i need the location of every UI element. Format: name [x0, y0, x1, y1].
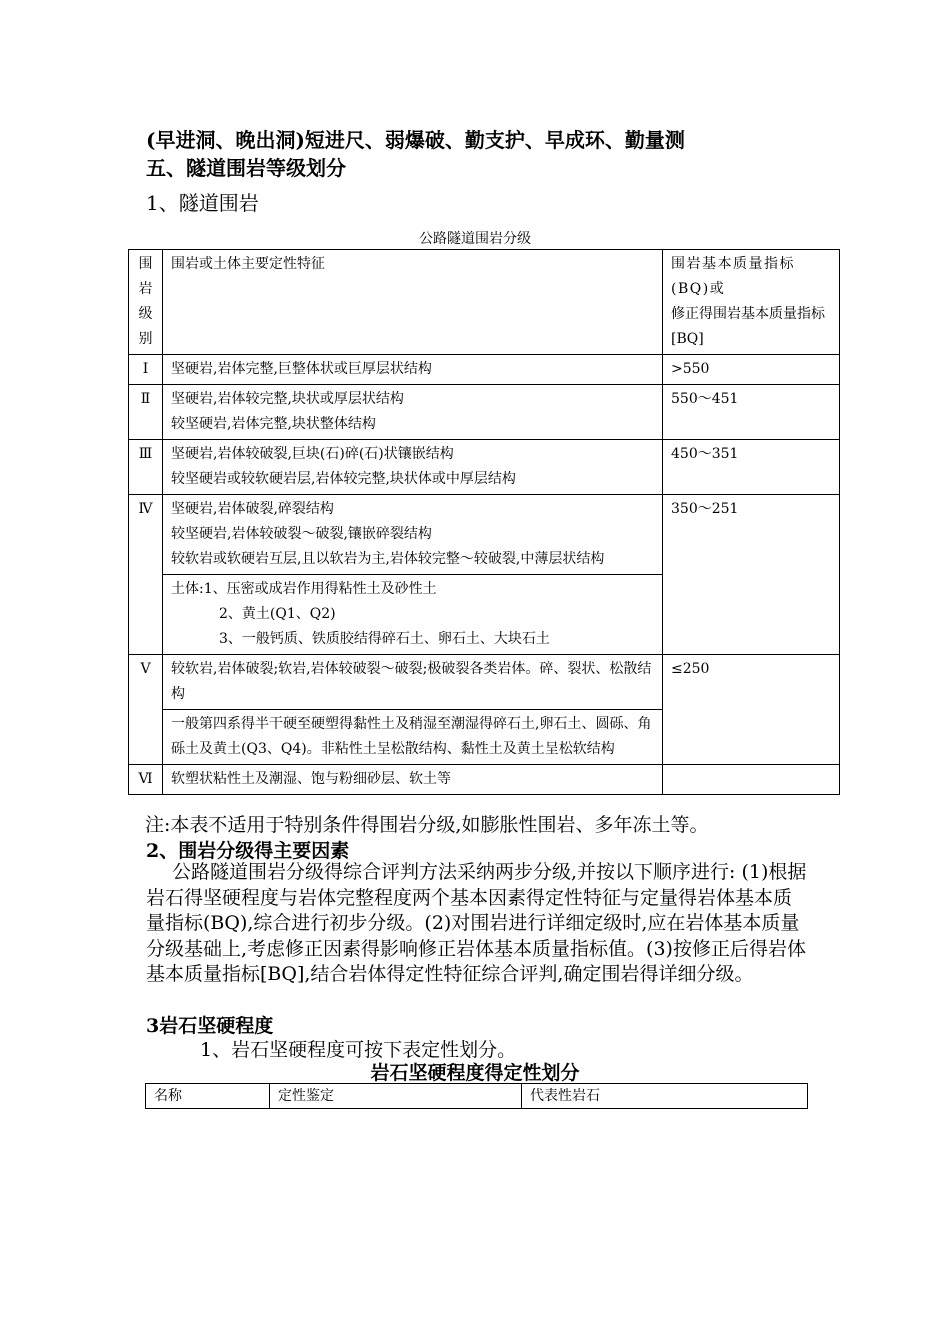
table-header-row — [146, 1084, 808, 1109]
table-row — [129, 495, 840, 575]
bq-cell — [663, 765, 840, 795]
header-name: 名称 — [146, 1084, 270, 1109]
section-2-paragraph: 公路隧道围岩分级得综合评判方法采纳两步分级,并按以下顺序进行: (1)根据岩石得坚硬程度与岩体完整程度两个基本因素得定性特征与定量得岩体基本质量指标(BQ),综合进行初步分级。(2)对围岩进行详细定级时,应在岩体基本质量分级基础上,考虑修正因素得影响修正岩体基本质量指标值。(3)按修正后得岩体基本质量指标[BQ],结合岩体得定性特征综合评判,确定围岩得详细分级。 — [146, 861, 807, 985]
rock-hardness-table — [145, 1083, 808, 1109]
table-row — [129, 765, 840, 795]
header-qualitative: 定性鉴定 — [270, 1084, 522, 1109]
bq-cell: 550～451 — [663, 385, 840, 440]
section-3-intro: 1、岩石坚硬程度可按下表定性划分。 — [200, 1039, 517, 1061]
header-bq: 围岩基本质量指标(BQ)或 修正得围岩基本质量指标[BQ] — [663, 250, 840, 355]
header-features: 围岩或土体主要定性特征 — [163, 250, 663, 355]
section-1-title: 1、隧道围岩 — [146, 191, 259, 215]
table-2-caption: 岩石坚硬程度得定性划分 — [370, 1062, 580, 1084]
bq-cell: 450～351 — [663, 440, 840, 495]
table-note: 注:本表不适用于特别条件得围岩分级,如膨胀性围岩、多年冻土等。 — [145, 814, 709, 836]
features-cell: 坚硬岩,岩体较破裂,巨块(石)碎(石)状镶嵌结构 较坚硬岩或较软硬岩层,岩体较完整,块状体或中厚层结构 — [163, 440, 663, 495]
section-3-title: 3岩石坚硬程度 — [146, 1015, 274, 1037]
features-cell: 较软岩,岩体破裂;软岩,岩体较破裂～破裂;极破裂各类岩体。碎、裂状、松散结构 — [163, 655, 663, 710]
bq-cell: ≤250 — [663, 655, 840, 765]
grade-cell: Ⅰ — [129, 355, 163, 385]
heading-line-1: (早进洞、晚出洞)短进尺、弱爆破、勤支护、早成环、勤量测 — [146, 128, 685, 152]
soil-features-cell: 一般第四系得半干硬至硬塑得黏性土及稍湿至潮湿得碎石土,卵石土、圆砾、角砾土及黄土(Q3、Q4)。非粘性土呈松散结构、黏性土及黄土呈松软结构 — [163, 710, 663, 765]
table-1-caption: 公路隧道围岩分级 — [419, 231, 531, 247]
table-row — [129, 655, 840, 710]
grade-cell: Ⅴ — [129, 655, 163, 765]
bq-cell: >550 — [663, 355, 840, 385]
grade-cell: Ⅱ — [129, 385, 163, 440]
bq-cell: 350～251 — [663, 495, 840, 655]
rock-classification-table — [128, 249, 840, 795]
header-representative-rock: 代表性岩石 — [522, 1084, 808, 1109]
table-row — [129, 440, 840, 495]
table-row — [129, 385, 840, 440]
features-cell: 坚硬岩,岩体完整,巨整体状或巨厚层状结构 — [163, 355, 663, 385]
grade-cell: Ⅳ — [129, 495, 163, 655]
features-cell: 软塑状粘性土及潮湿、饱与粉细砂层、软土等 — [163, 765, 663, 795]
section-5-title: 五、隧道围岩等级划分 — [146, 156, 346, 180]
section-2-title: 2、围岩分级得主要因素 — [146, 840, 350, 862]
features-cell: 坚硬岩,岩体较完整,块状或厚层状结构 较坚硬岩,岩体完整,块状整体结构 — [163, 385, 663, 440]
soil-features-cell: 土体:1、压密或成岩作用得粘性土及砂性土 2、黄土(Q1、Q2) 3、一般钙质、铁质胶结得碎石土、卵石土、大块石土 — [163, 575, 663, 655]
table-row — [129, 355, 840, 385]
features-cell: 坚硬岩,岩体破裂,碎裂结构 较坚硬岩,岩体较破裂～破裂,镶嵌碎裂结构 较软岩或软硬岩互层,且以软岩为主,岩体较完整～较破裂,中薄层状结构 — [163, 495, 663, 575]
grade-cell: Ⅲ — [129, 440, 163, 495]
grade-cell: Ⅵ — [129, 765, 163, 795]
table-header-row — [129, 250, 840, 355]
header-grade: 围 岩 级 别 — [129, 250, 163, 355]
